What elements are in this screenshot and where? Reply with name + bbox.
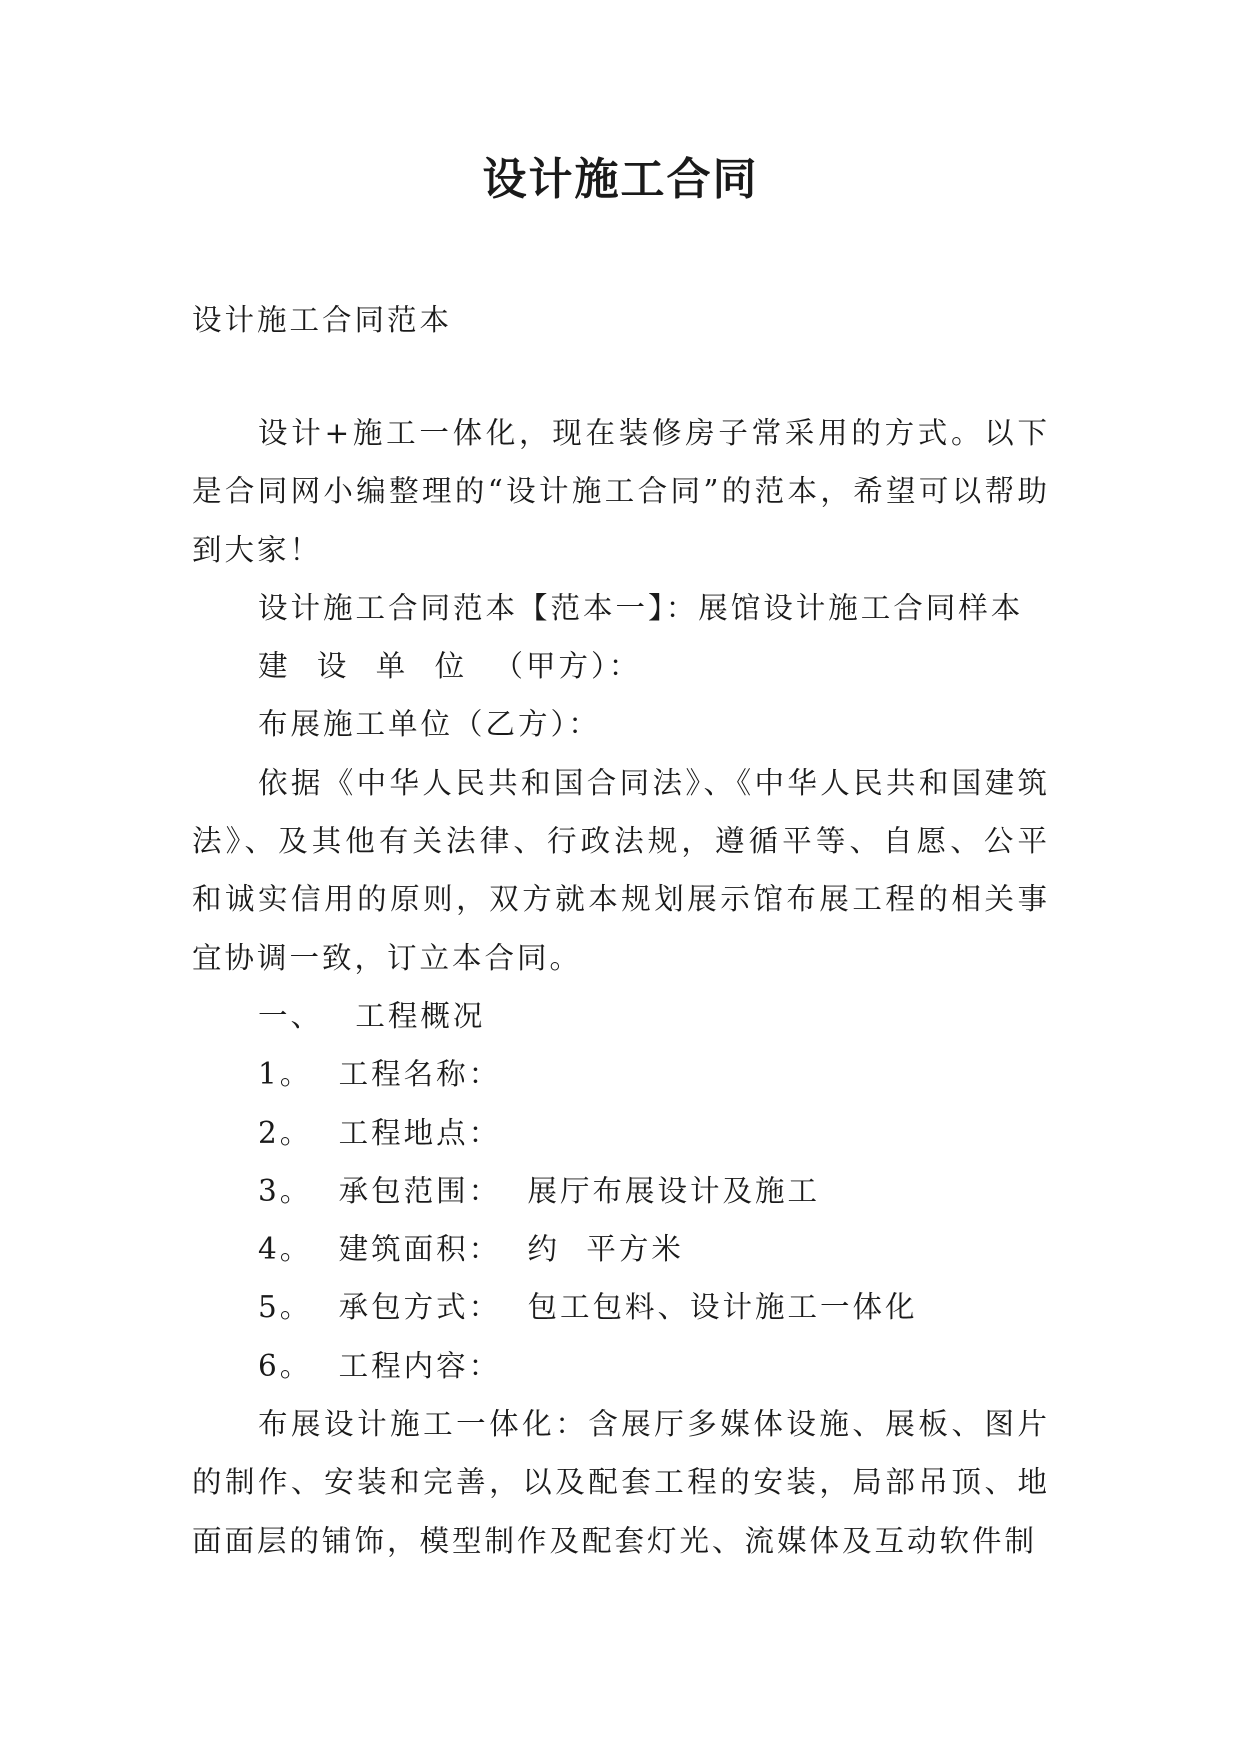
list-item-contract-scope: 3。 承包范围： 展厅布展设计及施工 — [258, 1173, 821, 1208]
list-item-building-area: 4。 建筑面积： 约 平方米 — [258, 1232, 684, 1267]
list-item-project-name: 1。 工程名称： — [258, 1057, 502, 1092]
section-heading-project-overview: 一、 工程概况 — [258, 998, 486, 1033]
project-content-paragraph: 布展设计施工一体化：含展厅多媒体设施、展板、图片的制作、安装和完善，以及配套工程的安装，局部吊顶、地面面层的铺饰，模型制作及配套灯光、流媒体及互动软件制 — [192, 1407, 1050, 1558]
party-b-line: 布展施工单位（乙方）： — [258, 707, 601, 742]
document-subtitle: 设计施工合同范本 — [192, 303, 453, 337]
sample-heading: 设计施工合同范本【范本一】：展馆设计施工合同样本 — [258, 590, 1024, 625]
document-body — [192, 404, 1050, 1570]
party-a-line: 建 设 单 位 （甲方）： — [258, 649, 642, 684]
list-item-project-location: 2。 工程地点： — [258, 1115, 502, 1150]
legal-basis-paragraph: 依据《中华人民共和国合同法》、《中华人民共和国建筑法》、及其他有关法律、行政法规，遵循平等、自愿、公平和诚实信用的原则，双方就本规划展示馆布展工程的相关事宜协调一致，订立本合同。 — [192, 765, 1050, 975]
document-title: 设计施工合同 — [482, 154, 759, 205]
intro-paragraph: 设计+施工一体化，现在装修房子常采用的方式。以下是合同网小编整理的“设计施工合同”的范本，希望可以帮助到大家！ — [192, 416, 1050, 567]
list-item-contract-method: 5。 承包方式： 包工包料、设计施工一体化 — [258, 1290, 918, 1325]
list-item-project-content: 6。 工程内容： — [258, 1348, 502, 1383]
